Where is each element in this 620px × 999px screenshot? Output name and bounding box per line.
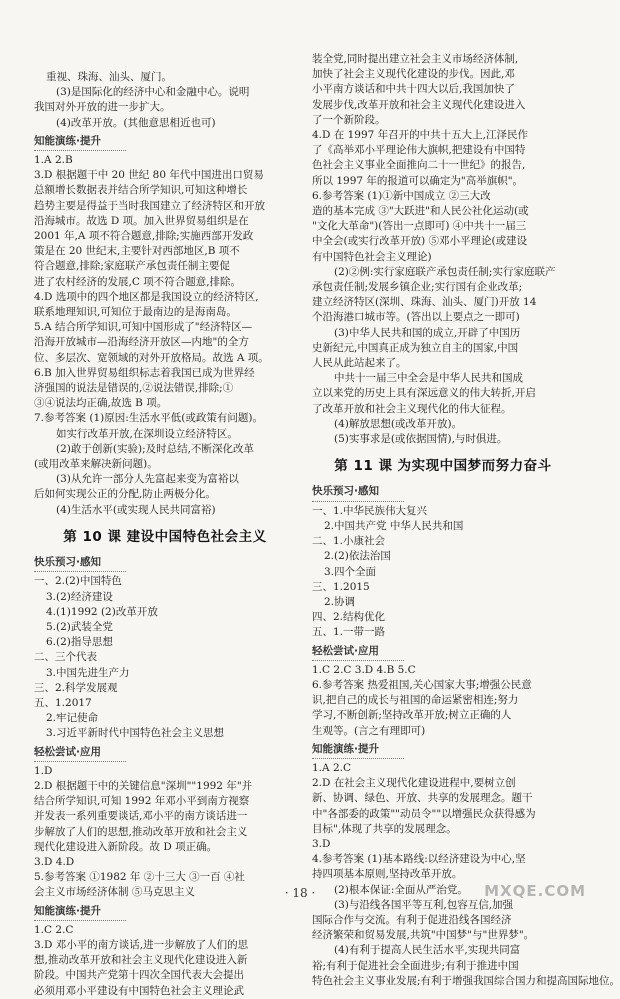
- text-line: 趋势主要是得益于当时我国建立了经济特区和开放: [34, 199, 265, 212]
- text-line: 人民从此站起来了。: [312, 357, 407, 370]
- text-line: 发展步伐,改革开放和社会主义现代化建设进入: [312, 98, 526, 111]
- text-line: 联系地理知识,可知位于最南边的是海南岛。: [34, 306, 237, 319]
- text-line: 生观等。(言之有理即可): [312, 724, 426, 737]
- watermark-logo: MXQE.COM: [484, 882, 586, 900]
- text-line: 2001 年,A 项不符合题意,排除;实施西部开发政: [34, 230, 254, 243]
- text-line: 1.A 2.B: [34, 154, 73, 167]
- text-line: (3)与沿线各国平等互利,包容互信,加强: [334, 898, 514, 911]
- text-line: 有中国特色社会主义理论): [312, 250, 432, 263]
- text-line: 并发表一系列重要谈话,邓小平的南方谈话进一: [34, 810, 248, 823]
- text-line: 4.参考答案 (1)基本路线:以经济建设为中心,坚: [312, 853, 526, 866]
- text-line: 结合所学知识,可知 1992 年邓小平到南方视察: [34, 795, 250, 808]
- text-line: 2.牢记使命: [46, 712, 99, 725]
- text-line: 四、2.结构优化: [312, 611, 386, 624]
- text-line: 后如何实现公正的分配,防止两极分化。: [34, 488, 216, 501]
- page-number: · 18 ·: [284, 886, 316, 900]
- text-line: 造的基本完成 ③"大跃进"和人民公社化运动(或: [312, 205, 529, 218]
- text-line: 5.A 结合所学知识,可知中国形成了"经济特区—: [34, 321, 253, 334]
- section-heading: 快乐预习·感知: [34, 555, 126, 572]
- text-line: 个沿海港口城市等。(答出以上要点之一即可): [312, 311, 520, 324]
- text-line: 经济繁荣和贸易发展,共筑"中国梦"与"世界梦"。: [312, 929, 535, 942]
- text-line: 了改革开放和社会主义现代化的伟大征程。: [312, 402, 512, 415]
- text-line: 二、三个代表: [34, 651, 97, 664]
- text-line: 4.(1)1992 (2)改革开放: [46, 605, 158, 618]
- section-heading: 知能演练·提升: [34, 904, 126, 921]
- text-line: 3.D 4.D: [34, 855, 75, 868]
- text-line: 1.C 2.C 3.D 4.B 5.C: [312, 663, 416, 676]
- text-line: 济强国的说法是错误的,②说法错误,排除;①: [34, 382, 234, 395]
- text-line: 5.(2)武装全党: [46, 620, 113, 633]
- text-line: 色社会主义事业全面推向二十一世纪》的报告,: [312, 159, 526, 172]
- text-line: 3.D 根据题干中 20 世纪 80 年代中国进出口贸易: [34, 169, 264, 182]
- left-column: [34, 70, 296, 999]
- section-heading: 轻松尝试·应用: [34, 745, 126, 762]
- text-line: 7.参考答案 (1)原因:生活水平低(或政策有问题)。: [34, 412, 263, 425]
- text-line: 沿海城市。故选 D 项。加入世界贸易组织是在: [34, 214, 249, 227]
- text-line: 二、1.小康社会: [312, 535, 386, 548]
- section-heading: 快乐预习·感知: [312, 484, 404, 501]
- lesson-title: 第 10 课 建设中国特色社会主义: [63, 528, 267, 545]
- text-line: (2)②例:实行家庭联产承包责任制;实行家庭联产: [334, 265, 556, 278]
- text-line: 中共十一届三中全会是中华人民共和国成: [334, 372, 523, 385]
- text-line: 识,把自己的成长与祖国的命运紧密相连;努力: [312, 694, 519, 707]
- text-line: 3.D: [312, 837, 331, 850]
- text-line: 中"各部委的政策""动员令""以增强民众获得感为: [312, 807, 536, 820]
- text-line: (4)生活水平(或实现人民共同富裕): [56, 503, 216, 516]
- text-line: 我国对外开放的进一步扩大。: [34, 101, 171, 114]
- text-line: 裕;有利于促进社会全面进步;有利于推进中国: [312, 959, 519, 972]
- text-line: 想,推动改革开放和社会主义现代化建设进入新: [34, 954, 248, 967]
- text-line: "文化大革命")(答出一点即可) ④中共十一届三: [312, 220, 527, 233]
- text-line: 进了农村经济的发展,C 项不符合题意,排除。: [34, 275, 242, 288]
- text-line: (3)中华人民共和国的成立,开辟了中国历: [334, 326, 521, 339]
- right-column: [312, 52, 620, 989]
- text-line: 加快了社会主义现代化建设的步伐。因此,邓: [312, 68, 515, 81]
- text-line: 2.协调: [324, 595, 356, 608]
- text-line: (4)有利于提高人民生活水平,实现共同富: [334, 944, 521, 957]
- text-line: 符合题意,排除;家庭联产承包责任制主要促: [34, 260, 230, 273]
- text-line: 总额增长数据表并结合所学知识,可知这种增长: [34, 184, 248, 197]
- text-line: 步解放了人们的思想,推动改革开放和社会主义: [34, 825, 248, 838]
- text-line: 6.(2)指导思想: [46, 636, 113, 649]
- text-line: (5)实事求是(或依据国情),与时俱进。: [334, 433, 508, 446]
- text-line: 阶段。中国共产党第十四次全国代表大会提出: [34, 969, 244, 982]
- text-line: ③④说法均正确,故选 B 项。: [34, 397, 168, 410]
- text-line: 小平南方谈话和中共十四大以后,我国加快了: [312, 83, 515, 96]
- text-line: 新、协调、绿色、开放、共享的发展理念。题干: [312, 792, 533, 805]
- text-line: 一、2.(2)中国特色: [34, 575, 122, 588]
- text-line: 持四项基本原则,坚持改革开放。: [312, 868, 463, 881]
- text-line: 6.参考答案 热爱祖国,关心国家大事;增强公民意: [312, 678, 532, 691]
- text-line: 三、2.科学发展观: [34, 681, 118, 694]
- text-line: 1.C 2.C: [34, 923, 74, 936]
- text-line: 五、1.一带一路: [312, 626, 386, 639]
- text-line: 2.D 根据题干中的关键信息"深圳""1992 年"并: [34, 779, 253, 792]
- text-line: 策是在 20 世纪末,主要针对西部地区,B 项不: [34, 245, 240, 258]
- section-heading: 轻松尝试·应用: [312, 644, 404, 661]
- text-line: 了一个新阶段。: [312, 113, 386, 126]
- text-line: 承包责任制;发展乡镇企业;实行国有企业改革;: [312, 281, 523, 294]
- text-line: (2)根本保证:全面从严治党。: [334, 883, 468, 896]
- text-line: 4.D 在 1997 年召开的中共十五大上,江泽民作: [312, 129, 529, 142]
- text-line: 1.D: [34, 764, 53, 777]
- text-line: (3)是国际化的经济中心和金融中心。说明: [56, 86, 250, 99]
- text-line: 重视、珠海、汕头、厦门。: [46, 71, 172, 83]
- text-line: 3.四个全面: [324, 565, 377, 578]
- text-line: 3.习近平新时代中国特色社会主义思想: [46, 727, 225, 740]
- text-line: 3.D 邓小平的南方谈话,进一步解放了人们的思: [34, 938, 249, 951]
- text-line: 6.参考答案 (1)①新中国成立 ②三大改: [312, 189, 491, 202]
- text-line: (4)解放思想(或改革开放)。: [334, 417, 463, 430]
- text-line: 会主义市场经济体制 ⑤马克思主义: [34, 886, 195, 899]
- text-line: (或用改革来解决新问题)。: [34, 458, 158, 471]
- text-line: (2)敢于创新(实验);及时总结,不断深化改革: [56, 442, 254, 455]
- text-line: 国际合作与交流。有利于促进沿线各国经济: [312, 913, 512, 926]
- text-line: 1.A 2.C: [312, 761, 351, 774]
- text-line: 如实行改革开放,在深圳设立经济特区。: [56, 427, 238, 440]
- text-line: 所以 1997 年的报道可以确定为"高举旗帜"。: [312, 174, 524, 187]
- lesson-title: 第 11 课 为实现中国梦而努力奋斗: [334, 458, 552, 475]
- text-line: 目标",体现了共享的发展理念。: [312, 822, 457, 835]
- text-line: 3.(2)经济建设: [46, 590, 113, 603]
- text-line: 6.B 加入世界贸易组织标志着我国已成为世界经: [34, 366, 255, 379]
- text-line: 沿海开放城市—沿海经济开放区—内地"的全方: [34, 336, 249, 349]
- text-line: 三、1.2015: [312, 580, 370, 593]
- text-line: 5.参考答案 ①1982 年 ②十三大 ③一百 ④社: [34, 871, 245, 884]
- text-line: 必须用邓小平建设有中国特色社会主义理论武: [34, 984, 244, 997]
- text-line: (4)改革开放。(其他意思相近也可): [56, 116, 216, 129]
- section-heading: 知能演练·提升: [34, 134, 126, 151]
- text-line: 建立经济特区(深圳、珠海、汕头、厦门)开放 14: [312, 296, 537, 309]
- text-line: 现代化建设进入新阶段。故 D 项正确。: [34, 840, 218, 853]
- text-line: 学习,不断创新;坚持改革开放;树立正确的人: [312, 709, 512, 722]
- text-line: 装全党,同时提出建立社会主义市场经济体制,: [312, 53, 519, 65]
- text-line: 3.中国先进生产力: [46, 666, 130, 679]
- text-line: 4.D 选项中的四个地区都是我国设立的经济特区,: [34, 290, 259, 303]
- text-line: 2.D 在社会主义现代化建设进程中,要树立创: [312, 777, 516, 790]
- text-line: 史新纪元,中国真正成为独立自主的国家,中国: [312, 341, 519, 354]
- section-heading: 知能演练·提升: [312, 742, 404, 759]
- text-line: 中全会(或实行改革开放) ⑤邓小平理论(或建设: [312, 235, 528, 248]
- text-line: 位、多层次、宽领域的对外开放格局。故选 A 项。: [34, 351, 269, 364]
- text-line: 五、1.2017: [34, 696, 92, 709]
- text-line: (3)从允许一部分人先富起来变为富裕以: [56, 473, 239, 486]
- text-line: 立以来党的历史上具有深远意义的伟大转折,开启: [312, 387, 536, 400]
- text-line: 了《高举邓小平理论伟大旗帜,把建设有中国特: [312, 144, 526, 157]
- text-line: 特色社会主义事业发展;有利于增强我国综合国力和提高国际地位。: [312, 974, 620, 987]
- text-line: 2.中国共产党 中华人民共和国: [324, 519, 464, 532]
- text-line: 2.(2)依法治国: [324, 550, 391, 563]
- text-line: 一、1.中华民族伟大复兴: [312, 504, 428, 517]
